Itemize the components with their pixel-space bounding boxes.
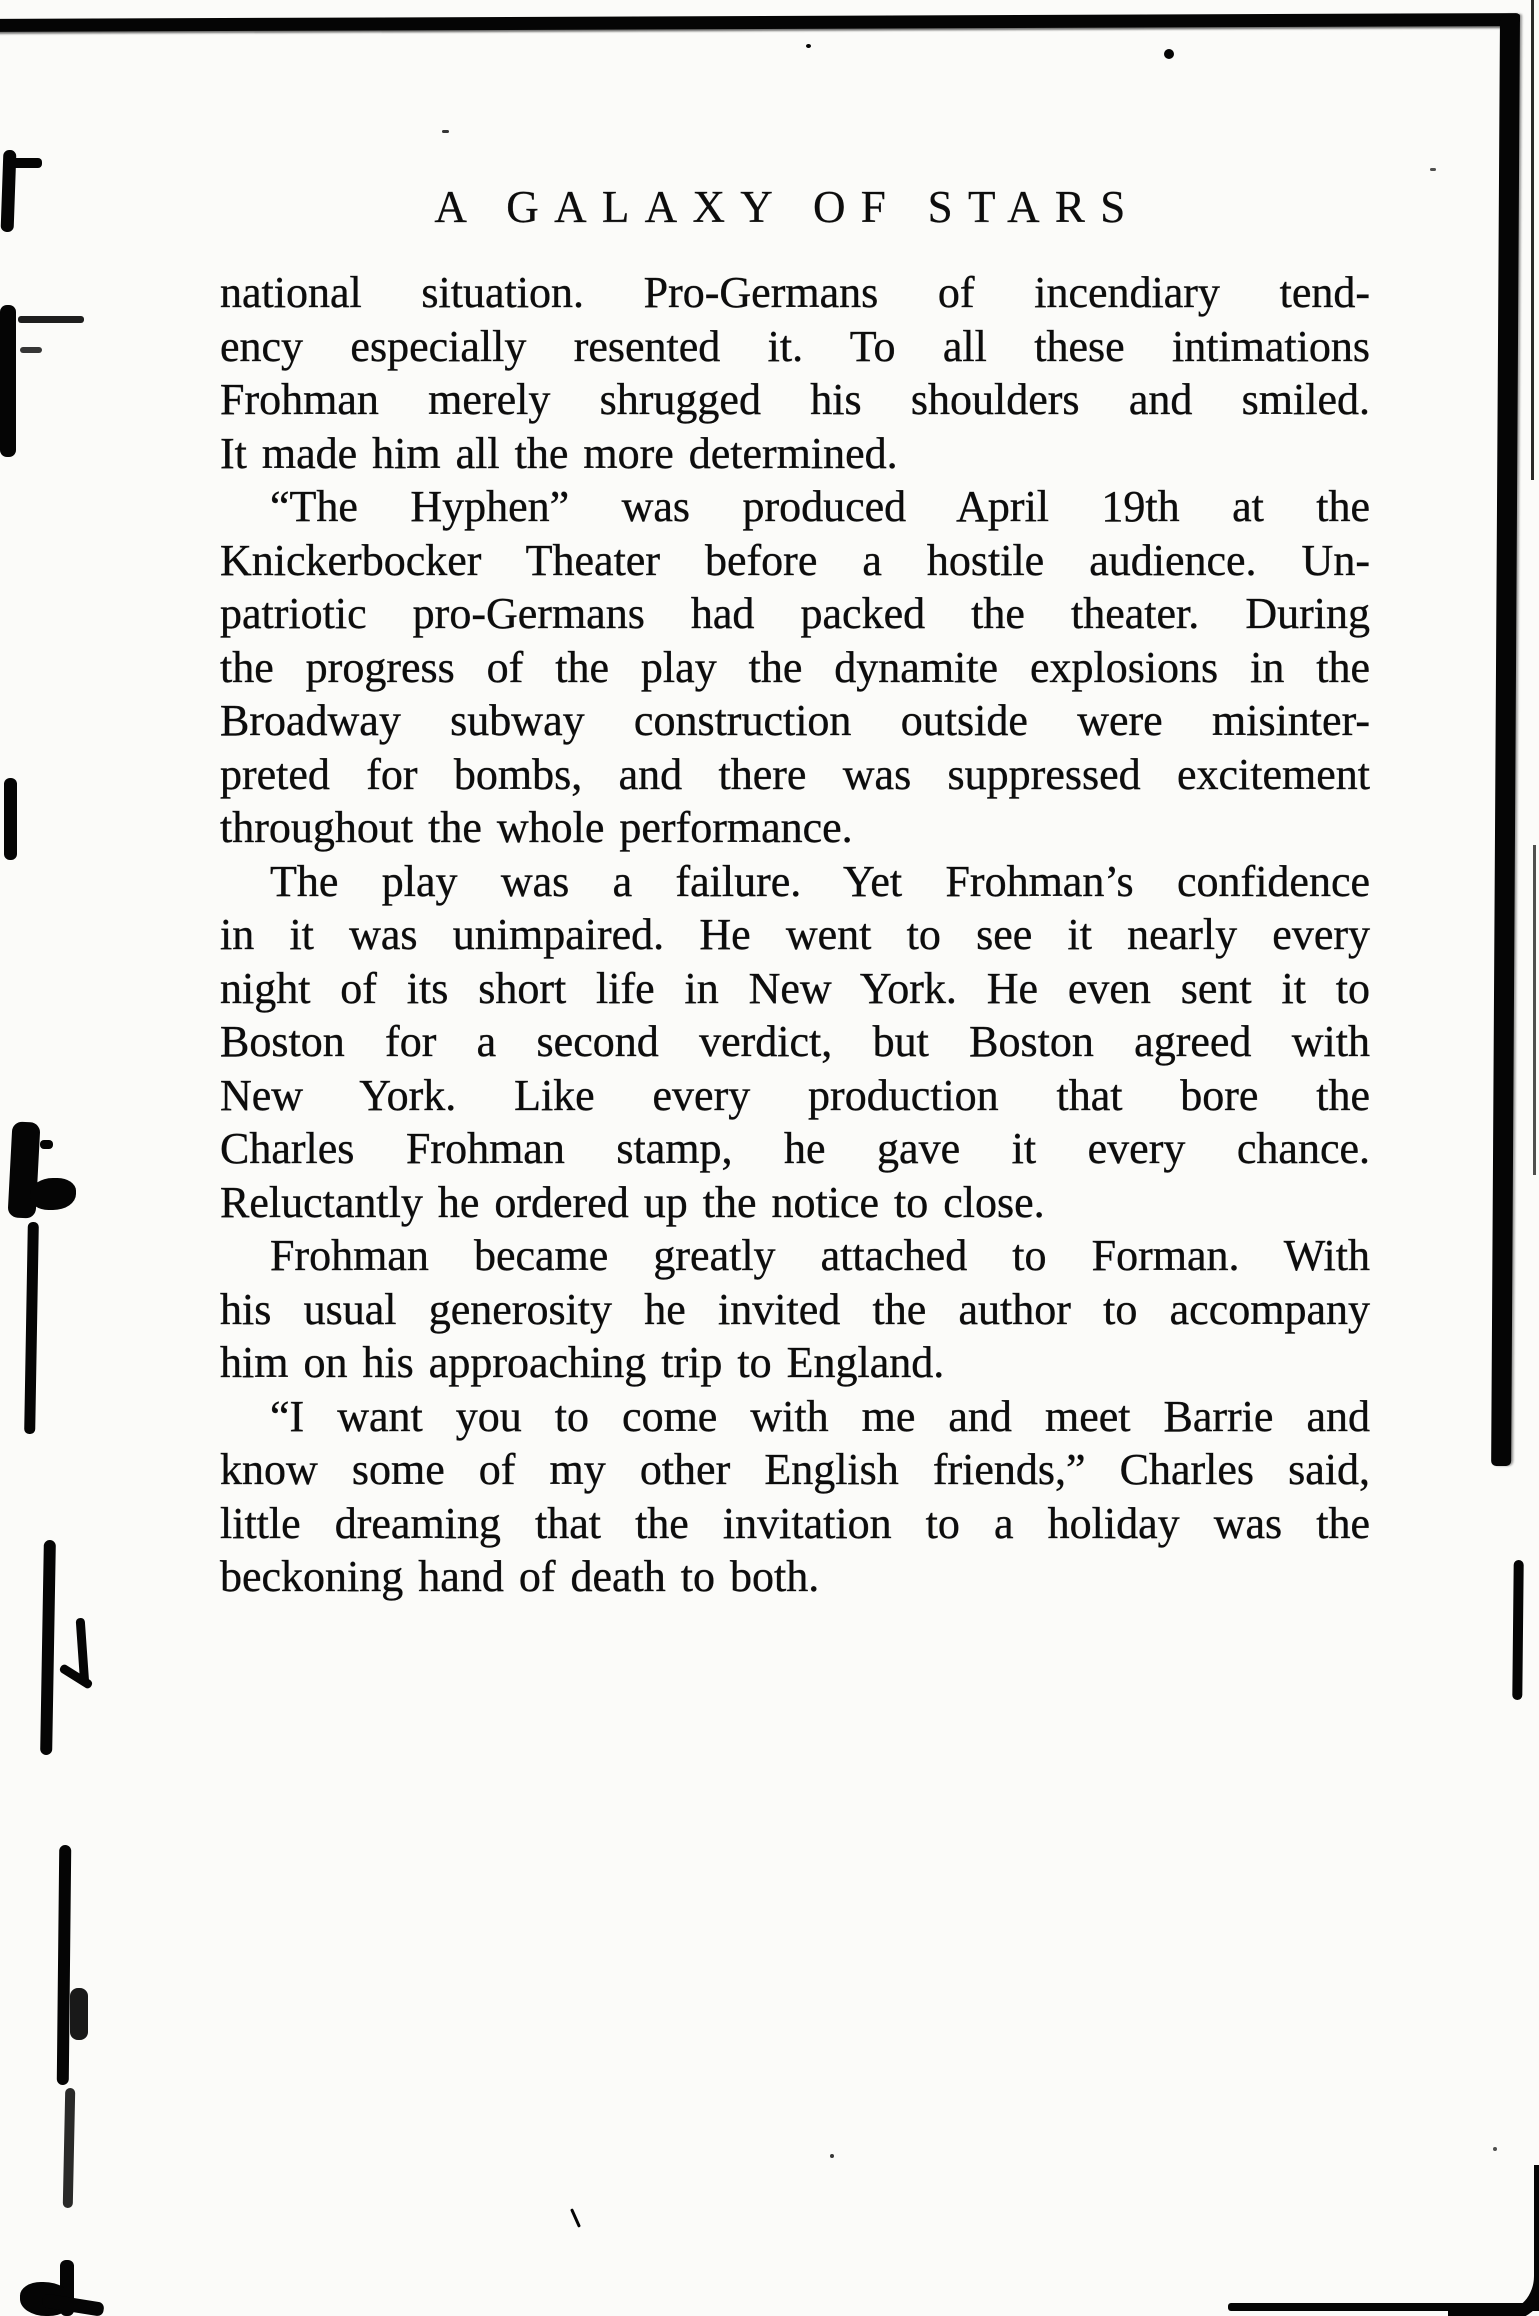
text-line: the progress of the play the dynamite explosions in the xyxy=(220,642,1370,692)
text-line: Reluctantly he ordered up the notice to close. xyxy=(220,1177,1045,1227)
ink-speck xyxy=(1493,2147,1497,2151)
text-line: The play was a failure. Yet Frohman’s confidence xyxy=(270,856,1370,906)
ink-blot xyxy=(18,316,84,323)
text-line: New York. Like every production that bore the xyxy=(220,1070,1370,1120)
ink-blot xyxy=(40,1140,53,1149)
scan-right-border-segment xyxy=(1512,1560,1523,1700)
body-text xyxy=(220,266,1370,1604)
ink-blot xyxy=(20,347,42,353)
ink-blot xyxy=(8,158,42,168)
text-line: beckoning hand of death to both. xyxy=(220,1552,820,1601)
ink-speck xyxy=(1430,168,1436,171)
ink-blot xyxy=(30,1178,76,1210)
scan-right-edge-line xyxy=(1533,845,1536,1175)
scan-top-border xyxy=(0,13,1520,32)
text-line: throughout the whole performance. xyxy=(220,803,853,852)
ink-speck xyxy=(806,44,811,48)
text-line: Charles Frohman stamp, he gave it every chance. xyxy=(220,1124,1370,1173)
ink-blot xyxy=(24,1222,39,1434)
ink-speck xyxy=(442,130,449,133)
text-line: national situation. Pro-Germans of incendiary tend- xyxy=(220,268,1370,317)
text-line: patriotic pro-Germans had packed the theater. During xyxy=(220,589,1370,638)
ink-blot xyxy=(63,2088,76,2208)
text-line: Frohman merely shrugged his shoulders and smiled. xyxy=(220,375,1370,424)
ink-speck xyxy=(1164,49,1174,59)
ink-speck xyxy=(570,2208,581,2227)
ink-blot xyxy=(57,1845,72,2085)
text-line: know some of my other English friends,” Charles said, xyxy=(220,1445,1370,1494)
text-line: night of its short life in New York. He even sent it to xyxy=(220,963,1370,1013)
ink-blot xyxy=(70,1988,88,2040)
text-line: preted for bombs, and there was suppressed excitement xyxy=(220,749,1370,799)
scan-right-border xyxy=(1491,14,1520,1466)
text-line: him on his approaching trip to England. xyxy=(220,1338,945,1387)
ink-blot xyxy=(4,778,17,860)
scan-right-edge-line xyxy=(1531,0,1534,480)
text-line: his usual generosity he invited the author to accompany xyxy=(220,1284,1370,1334)
scan-bottom-right-corner xyxy=(1448,2165,1539,2316)
text-line: It made him all the more determined. xyxy=(220,428,898,478)
text-line: ency especially resented it. To all these intimations xyxy=(220,321,1370,371)
page-title: A GALAXY OF STARS xyxy=(434,182,1141,232)
text-line: “The Hyphen” was produced April 19th at the xyxy=(270,482,1370,531)
text-line: “I want you to come with me and meet Barrie and xyxy=(270,1391,1370,1441)
text-line: Broadway subway construction outside were misinter- xyxy=(220,696,1370,745)
text-line: Frohman became greatly attached to Forman. With xyxy=(270,1231,1370,1280)
text-line: Boston for a second verdict, but Boston agreed with xyxy=(220,1017,1370,1066)
ink-blot xyxy=(0,305,16,457)
ink-speck xyxy=(830,2154,834,2158)
text-line: little dreaming that the invitation to a holiday was the xyxy=(220,1498,1370,1548)
text-line: in it was unimpaired. He went to see it nearly every xyxy=(220,910,1370,959)
text-line: Knickerbocker Theater before a hostile audience. Un- xyxy=(220,535,1370,585)
ink-blot xyxy=(40,1540,56,1755)
scan-bottom-border xyxy=(1228,2303,1539,2311)
